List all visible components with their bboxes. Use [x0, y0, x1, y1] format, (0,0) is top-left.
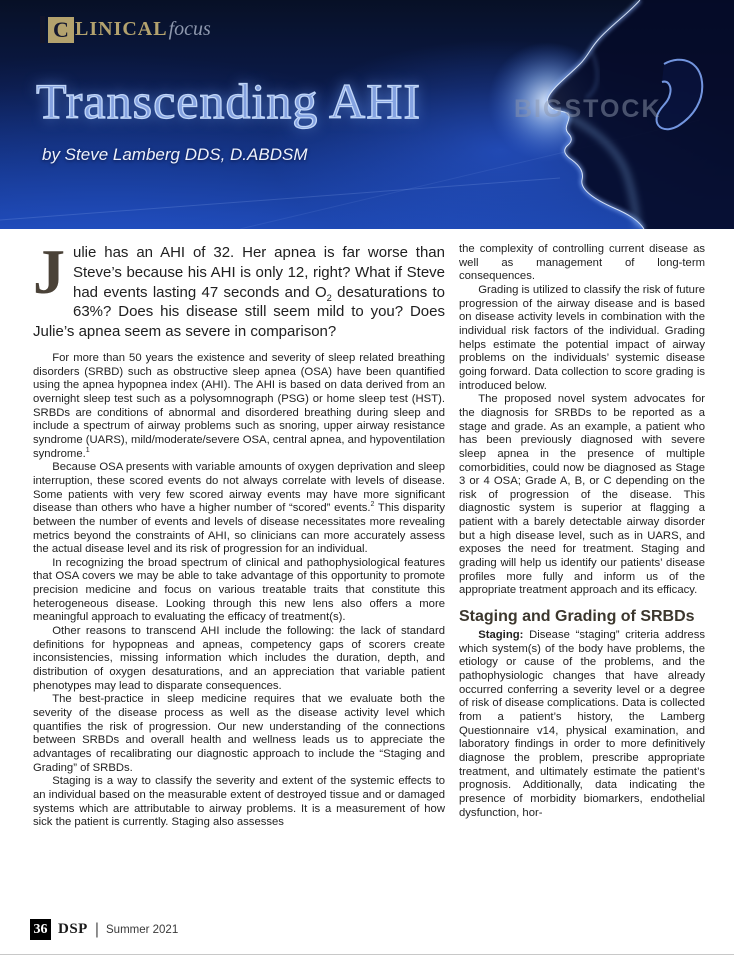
paragraph-text: ulie has an AHI of 32. Her apnea is far worse than Steve’s because his AHI is only 12, right? What if Steve had events lasting 47 seconds and O	[73, 244, 445, 301]
hero-image	[0, 0, 734, 229]
paragraph-text: For more than 50 years the existence and severity of sleep related breathing disorders (SRBD) such as obstructive sleep apnea (OSA) have been quantified using the apnea hypopnea index (AHI). The AHI is based on data derived from an overnight sleep test such as a polysomnograph (PSG) or home sleep test (HST). SRBDs are conditions of abnormal and disordered breathing during sleep and include a spectrum of airway problems such as snoring, upper airway resistance syndrome (UARS), mild/moderate/severe OSA, central apnea, and hypoventilation syndrome.	[33, 351, 445, 460]
article-title: Transcending AHI	[36, 73, 421, 129]
paragraph: The best-practice in sleep medicine requires that we evaluate both the severity of the disease process as well as the disease activity level which quantifies the risk of progression. Our new understanding of the connections between SRBDs and overall health and wellness leads us to appreciate the advantages of recalibrating our diagnostic approach to include the “Staging and Grading” of SRBDs.	[33, 693, 445, 774]
paragraph-text: This disparity between the number of events and levels of disease necessitates more revealing metrics beyond the constraints of AHI, so clinicians can more accurately assess the actual disease level and its risk of progression for an individual.	[33, 502, 446, 556]
page-number: 36	[30, 919, 51, 940]
staging-lead: Staging:	[478, 629, 524, 642]
paragraph: Grading is utilized to classify the risk of future progression of the airway disease and is based on disease activity levels in combination with the individual risk factors of the individual. Grading helps estimate the potential impact of airway problems on the individuals’ systemic disease going forward. Data collection to score grading is introduced below.	[459, 283, 705, 392]
bottom-rule	[0, 954, 734, 955]
intro-paragraph	[33, 236, 446, 342]
article-body	[33, 236, 705, 830]
footnote-ref: 1	[85, 446, 90, 454]
footnote-ref: 2	[370, 501, 375, 509]
paragraph: Staging is a way to classify the severity and extent of the systemic effects to an individual based on the measurable extent of destroyed tissue and or damaged systems which are attributable to airway problems. It is a measurement of how sick the patient is currently. Staging also assesses	[33, 775, 445, 829]
paragraph-text: Because OSA presents with variable amounts of oxygen deprivation and sleep interruption, these scored events do not always correlate with levels of disease. Some patients with very few scored airway events may have more significant disease than others who have a higher number of “scored” events.	[33, 461, 445, 515]
paragraph: In recognizing the broad spectrum of clinical and pathophysiological features that OSA covers we may be able to take advantage of this opportunity to promote precision medicine and focus on various treatable traits that constitute this heterogeneous disease. Looking through this new lens also offers a more meaningful approach to evaluating the efficacy of treatment(s).	[33, 556, 445, 624]
footer-separator: |	[94, 920, 99, 938]
left-column	[33, 236, 446, 830]
right-column	[459, 243, 705, 830]
paragraph	[33, 352, 445, 461]
logo-bar	[40, 16, 45, 43]
article-byline: by Steve Lamberg DDS, D.ABDSM	[42, 145, 308, 164]
magazine-name: DSP	[58, 921, 88, 937]
stock-watermark: BIGSTOCK	[514, 95, 662, 123]
logo-initial: C	[48, 17, 74, 43]
logo-text: LINICAL	[75, 18, 168, 40]
paragraph-text: desaturations to 63%? Does his disease still seem mild to you? Does Julie’s apnea seem as severe in comparison?	[33, 283, 446, 341]
o2-subscript: 2	[326, 292, 332, 303]
issue-label: Summer 2021	[106, 923, 179, 936]
section-heading: Staging and Grading of SRBDs	[459, 608, 695, 626]
dropcap-letter: J	[33, 236, 65, 307]
logo-suffix: focus	[168, 18, 211, 40]
clinical-focus-logo	[40, 16, 211, 43]
paragraph	[459, 629, 705, 820]
page-footer	[30, 919, 178, 940]
paragraph: the complexity of controlling current disease as well as management of long-term consequences.	[459, 243, 705, 283]
paragraph-text: Disease “staging” criteria address which system(s) of the body have problems, the etiology or cause of the problems, and the pathophysiologic changes that have already occurred conferring a severity level or a degree of risk of disease complications. Data is collected from a patient’s history, the Lamberg Questionnaire v14, physical examination, and laboratory findings in order to more definitively diagnose the problem, prescribe appropriate treatment, and ultimately estimate the patient’s prognosis. Additionally, data indicating the presence of morbidity biomarkers, endothelial dysfunction, hor-	[459, 629, 705, 819]
paragraph: The proposed novel system advocates for the diagnosis for SRBDs to be reported as a stage and grade. As an example, a patient who has been previously diagnosed with severe sleep apnea in the presence of multiple comorbidities, could now be diagnosed as Stage 3 or 4 OSA; Grade A, B, or C depending on the risk of progression of the disease. This diagnostic system is superior at flagging a patient with a barely detectable airway disorder but a high disease level, such as in UARS, and exposes the need for treatment. Staging and grading will help us identify our patients’ disease profiles more fully and inform us of the appropriate treatment approach and its efficacy.	[459, 393, 705, 597]
paragraph: Other reasons to transcend AHI include the following: the lack of standard definitions for hypopneas and apneas, competency gaps of scorers create inconsistencies, missing information which includes the duration, depth, and distribution of oxygen desaturations, and an appreciation that variable patient phenotypes may lead to disparate consequences.	[33, 625, 445, 692]
paragraph	[33, 461, 445, 557]
